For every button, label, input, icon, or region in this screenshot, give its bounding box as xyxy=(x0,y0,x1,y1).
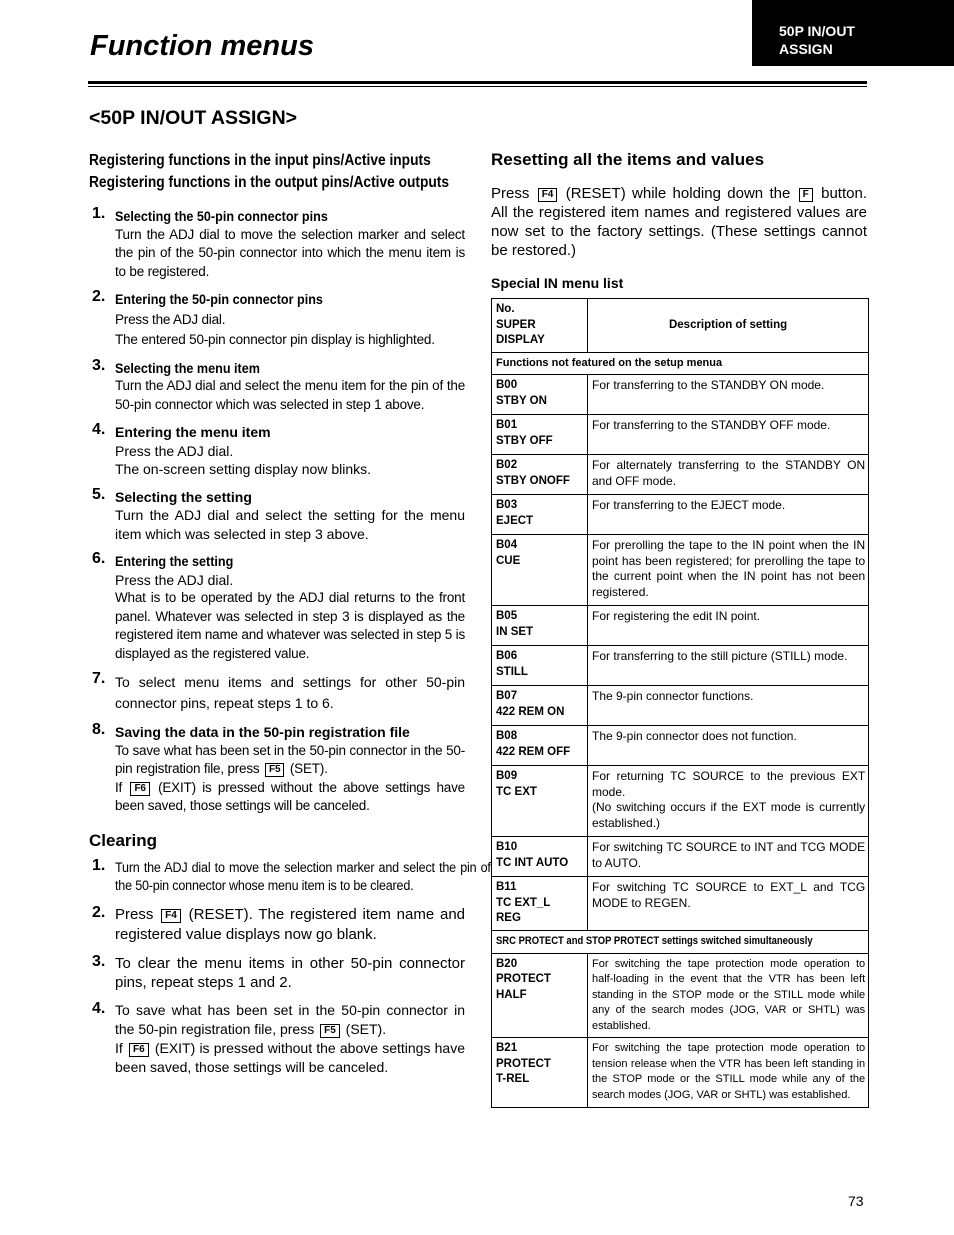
table-row xyxy=(492,415,869,455)
step-number: 3. xyxy=(92,952,106,970)
row-code-cell xyxy=(492,535,588,606)
clearing-title: Clearing xyxy=(89,830,158,850)
step-number: 2. xyxy=(92,288,106,305)
row-desc-cell xyxy=(588,726,869,766)
step-number: 4. xyxy=(92,999,106,1017)
step-body xyxy=(115,905,465,945)
section-header-text: SRC PROTECT and STOP PROTECT settings switched simultaneously xyxy=(496,935,813,947)
step-text: (EXIT) is pressed without the above settings have been saved, those settings will be canceled. xyxy=(115,779,465,813)
step-title: Selecting the 50-pin connector pins xyxy=(115,208,328,224)
step-line: Press the ADJ dial. xyxy=(115,571,234,588)
row-code-cell xyxy=(492,726,588,766)
row-code-cell xyxy=(492,415,588,455)
header-no-line: SUPER xyxy=(496,318,536,331)
step-text: If xyxy=(115,1039,123,1056)
row-desc-cell xyxy=(588,686,869,726)
row-desc-cell xyxy=(588,953,869,1038)
row-code-line: B03 xyxy=(496,499,518,511)
row-desc-text: For switching TC SOURCE to INT and TCG MODE to AUTO. xyxy=(592,840,866,870)
row-code-cell xyxy=(492,837,588,877)
row-code-line: B01 xyxy=(496,419,518,431)
step-body: Turn the ADJ dial to move the selection marker and select the pin of the 50-pin connector whose menu item is to be cleared. xyxy=(115,859,491,893)
row-desc-cell xyxy=(588,766,869,837)
table-body-section1 xyxy=(492,375,869,931)
table-row xyxy=(492,535,869,606)
step-text: (SET). xyxy=(289,761,328,776)
row-code-line: PROTECT xyxy=(496,973,551,985)
step-item xyxy=(89,356,465,415)
step-number: 8. xyxy=(92,721,106,738)
row-code-cell xyxy=(492,766,588,837)
reset-body xyxy=(491,184,867,260)
f4-key-icon: F4 xyxy=(538,188,558,202)
row-desc-cell xyxy=(588,415,869,455)
row-desc-text: For transferring to the still picture (STILL) mode. xyxy=(592,649,848,663)
step-number: 5. xyxy=(92,485,106,503)
row-desc-text: For alternately transferring to the STANDBY ON and OFF mode. xyxy=(592,458,866,488)
step-text: (RESET). The registered item name and registered value displays now go blank. xyxy=(115,905,466,943)
step-title: Selecting the setting xyxy=(115,488,252,505)
header-no-cell xyxy=(492,299,588,353)
row-code-line: CUE xyxy=(496,554,521,567)
row-desc-text: For prerolling the tape to the IN point when the IN point has been registered; for prerolling the tape to the current point when the IN point has not been registered. xyxy=(592,538,866,599)
step-item xyxy=(89,207,465,281)
row-desc-cell xyxy=(588,375,869,415)
table-body-section2 xyxy=(492,953,869,1108)
step-text: (EXIT) is pressed without the above settings have been saved, those settings will be canceled. xyxy=(115,1039,466,1075)
f5-key-icon: F5 xyxy=(320,1024,340,1038)
row-code-line: TC EXT_L xyxy=(496,896,551,909)
row-desc-text: For switching the tape protection mode operation to tension release when the VTR has been left standing in the STOP mode or the STILL mode while any of the search modes (JOG, VAR or SHTL) was established. xyxy=(592,1042,866,1101)
step-body: Turn the ADJ dial and select the menu item for the pin of the 50-pin connector which was selected in step 1 above. xyxy=(115,378,465,412)
step-text: Press xyxy=(115,905,154,923)
row-desc-cell xyxy=(588,1038,869,1108)
row-code-cell xyxy=(492,375,588,415)
row-desc-cell xyxy=(588,877,869,931)
step-item xyxy=(89,856,491,896)
row-desc-text: (No switching occurs if the EXT mode is currently established.) xyxy=(592,800,866,830)
row-code-cell xyxy=(492,1038,588,1108)
row-code-cell xyxy=(492,953,588,1038)
step-item xyxy=(89,1001,465,1077)
step-number: 1. xyxy=(92,205,106,222)
step-body xyxy=(115,1001,465,1077)
title-rule xyxy=(88,81,867,84)
table-section-row xyxy=(492,931,869,954)
left-column xyxy=(89,150,491,1086)
section-header: Functions not featured on the setup menua xyxy=(492,352,869,375)
row-code-line: PROTECT xyxy=(496,1057,551,1070)
row-code-line: B11 xyxy=(496,881,517,893)
row-code-line: B04 xyxy=(496,539,518,551)
step-line: Press the ADJ dial. xyxy=(115,442,234,459)
row-desc-cell xyxy=(588,606,869,646)
row-desc-text: The 9-pin connector functions. xyxy=(592,689,754,703)
right-column xyxy=(491,150,867,1108)
row-desc-text: The 9-pin connector does not function. xyxy=(592,729,797,743)
step-body: Turn the ADJ dial and select the setting for the menu item which was selected in step 3 above. xyxy=(115,507,465,542)
step-body: To clear the menu items in other 50-pin connector pins, repeat steps 1 and 2. xyxy=(115,954,465,991)
table-header-row xyxy=(492,299,869,353)
step-item xyxy=(89,954,465,992)
register-steps xyxy=(89,207,465,816)
row-code-line: STBY ONOFF xyxy=(496,474,570,487)
row-desc-cell xyxy=(588,495,869,535)
step-number: 4. xyxy=(92,421,106,438)
table-row xyxy=(492,455,869,495)
step-item xyxy=(89,290,465,350)
reset-text: (RESET) while holding down the xyxy=(565,185,791,202)
row-code-line: B10 xyxy=(496,841,518,853)
row-desc-text: For switching the tape protection mode operation to half-loading in the event that the VTR has been left standing in the STOP mode or the STILL mode while any of the search modes (JOG, VAR or SHTL) was established. xyxy=(592,957,866,1032)
row-desc-cell xyxy=(588,646,869,686)
step-item xyxy=(89,485,465,544)
reset-text: button. All the registered item names and registered values are now set to the factory settings. (These settings cannot be restored.) xyxy=(491,185,867,259)
step-title: Entering the menu item xyxy=(115,424,271,440)
row-code-line: B07 xyxy=(496,690,518,702)
reset-text: Press xyxy=(491,185,530,202)
row-code-line: B06 xyxy=(496,650,518,662)
table-section-row xyxy=(492,352,869,375)
table-row xyxy=(492,686,869,726)
step-text: (SET). xyxy=(345,1020,387,1037)
row-code-line: EJECT xyxy=(496,514,534,527)
step-text: To save what has been set in the 50-pin connector in the 50-pin registration file, press xyxy=(115,1001,465,1037)
row-code-line: HALF xyxy=(496,988,527,1001)
row-desc-text: For transferring to the STANDBY ON mode. xyxy=(592,378,825,392)
section-tab-line2: ASSIGN xyxy=(779,41,833,57)
row-code-line: TC EXT xyxy=(496,785,537,798)
step-number: 1. xyxy=(92,856,106,874)
row-code-line: B09 xyxy=(496,770,518,782)
list-title: Special IN menu list xyxy=(491,275,624,291)
row-desc-cell xyxy=(588,837,869,877)
row-code-cell xyxy=(492,495,588,535)
reset-title: Resetting all the items and values xyxy=(491,150,765,169)
row-desc-text: For transferring to the EJECT mode. xyxy=(592,498,786,512)
step-item xyxy=(89,552,465,663)
table-row xyxy=(492,877,869,931)
row-code-line: B02 xyxy=(496,459,518,471)
special-in-menu-table xyxy=(491,298,869,1108)
step-number: 3. xyxy=(92,356,106,374)
row-desc-text: For transferring to the STANDBY OFF mode. xyxy=(592,418,831,432)
step-title: Entering the setting xyxy=(115,553,234,569)
step-number: 6. xyxy=(92,550,106,567)
table-row xyxy=(492,953,869,1038)
row-code-cell xyxy=(492,455,588,495)
clear-steps xyxy=(89,856,491,1077)
page-title: Function menus xyxy=(90,30,314,62)
step-line: The on-screen setting display now blinks. xyxy=(115,461,372,477)
step-line: The entered 50-pin connector pin display is highlighted. xyxy=(115,332,435,347)
header-desc-cell: Description of setting xyxy=(588,299,869,353)
step-text: To save what has been set in the 50-pin connector in the 50-pin registration file, press xyxy=(115,742,465,776)
row-desc-text: For switching TC SOURCE to EXT_L and TCG MODE to REGEN. xyxy=(592,880,866,910)
row-code-line: T-REL xyxy=(496,1073,530,1085)
row-code-cell xyxy=(492,686,588,726)
row-code-line: B08 xyxy=(496,730,518,742)
section-tab-line1: 50P IN/OUT xyxy=(779,23,855,39)
page-number: 73 xyxy=(848,1193,864,1209)
row-code-cell xyxy=(492,877,588,931)
row-code-cell xyxy=(492,606,588,646)
row-code-line: B20 xyxy=(496,957,518,970)
row-code-line: B05 xyxy=(496,610,518,622)
row-code-line: B00 xyxy=(496,379,518,391)
row-code-line: IN SET xyxy=(496,625,534,638)
step-item xyxy=(89,905,465,945)
f6-key-icon: F6 xyxy=(130,782,149,796)
header-no-line: DISPLAY xyxy=(496,334,545,346)
step-number: 2. xyxy=(92,903,106,921)
row-desc-text: For returning TC SOURCE to the previous EXT mode. xyxy=(592,769,866,799)
row-code-line: STBY ON xyxy=(496,394,547,407)
row-desc-text: For registering the edit IN point. xyxy=(592,609,761,623)
row-code-cell xyxy=(492,646,588,686)
row-code-line: TC INT AUTO xyxy=(496,856,569,869)
section-tab xyxy=(752,0,954,66)
step-body xyxy=(115,742,465,816)
table-row xyxy=(492,726,869,766)
step-title: Entering the 50-pin connector pins xyxy=(115,291,323,307)
subhead-inputs: Registering functions in the input pins/Active inputs xyxy=(89,152,431,169)
row-desc-cell xyxy=(588,455,869,495)
title-rule-thin xyxy=(88,86,867,87)
row-code-line: 422 REM ON xyxy=(496,705,565,718)
header-no-line: No. xyxy=(496,303,515,315)
step-number: 7. xyxy=(92,670,106,687)
row-desc-cell xyxy=(588,535,869,606)
step-item xyxy=(89,672,465,714)
step-title: Selecting the menu item xyxy=(115,359,260,376)
row-code-line: STILL xyxy=(496,665,528,678)
table-row xyxy=(492,606,869,646)
table-row xyxy=(492,1038,869,1108)
step-body: What is to be operated by the ADJ dial returns to the front panel. Whatever was selected in step 3 is displayed as the registered item name and whatever was selected in step 5 is displayed as the registered value. xyxy=(115,590,465,661)
subhead-outputs: Registering functions in the output pins/Active outputs xyxy=(89,174,450,191)
step-body: Turn the ADJ dial to move the selection marker and select the pin of the 50-pin connector into which the menu item is to be registered. xyxy=(115,226,465,279)
step-item xyxy=(89,723,465,816)
table-row xyxy=(492,375,869,415)
step-item xyxy=(89,423,465,479)
table-row xyxy=(492,646,869,686)
row-code-line: 422 REM OFF xyxy=(496,745,571,758)
f5-key-icon: F5 xyxy=(265,763,284,777)
step-text: If xyxy=(115,779,123,795)
table-row xyxy=(492,837,869,877)
f-key-icon: F xyxy=(799,188,813,202)
row-code-line: B21 xyxy=(496,1042,518,1054)
table-row xyxy=(492,766,869,837)
step-line: Press the ADJ dial. xyxy=(115,311,226,327)
step-title: Saving the data in the 50-pin registration file xyxy=(115,724,410,740)
f6-key-icon: F6 xyxy=(129,1043,149,1057)
f4-key-icon: F4 xyxy=(161,909,181,923)
section-header xyxy=(492,931,869,954)
row-code-line: REG xyxy=(496,912,521,924)
section-title: <50P IN/OUT ASSIGN> xyxy=(89,107,298,129)
row-code-line: STBY OFF xyxy=(496,434,553,447)
step-body: To select menu items and settings for other 50-pin connector pins, repeat steps 1 to 6. xyxy=(115,674,465,711)
table-row xyxy=(492,495,869,535)
